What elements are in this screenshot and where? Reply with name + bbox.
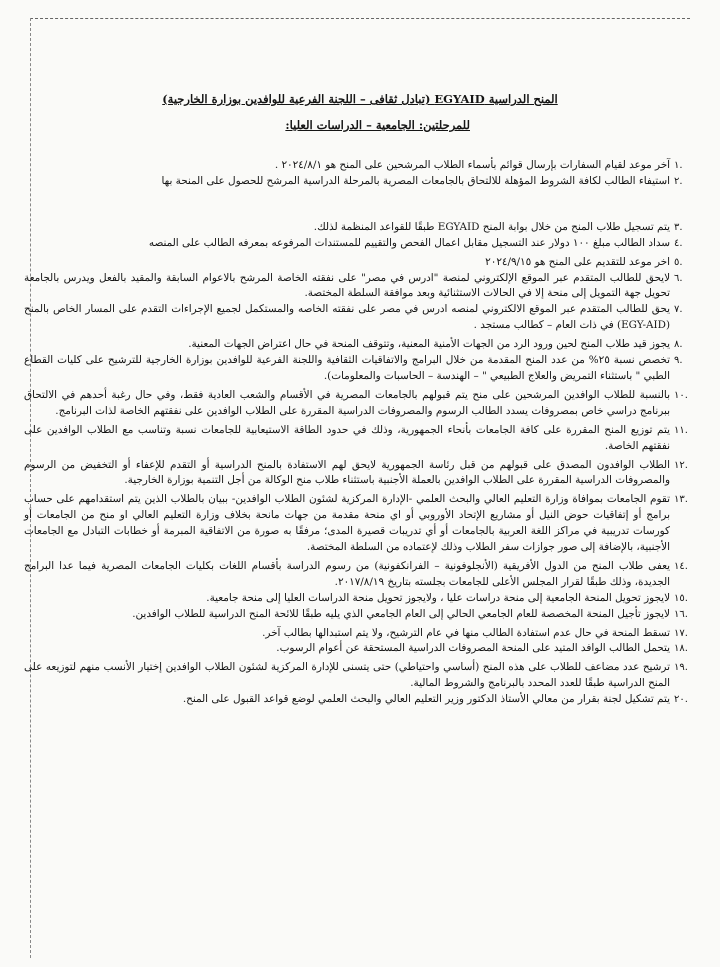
item-text: تسقط المنحة في حال عدم استفادة الطالب منها في عام الترشيح، ولا يتم استبدالها بطالب آخر. (262, 626, 670, 639)
item-number: .٦ (674, 272, 683, 284)
list-item (24, 458, 696, 490)
list-item (24, 660, 696, 692)
list-item (24, 492, 696, 556)
item-text: ترشيح عدد مضاعف للطلاب على هذه المنح (أساسي واحتياطي) حتى يتسنى للإدارة المركزية لشئون الطلاب الوافدين إختيار الأنسب منهم لتوزيعه على المنح الدراسية طبقًا للعدد المحدد بالبرنامج والشروط المالية. (24, 661, 670, 690)
list-item (24, 158, 696, 174)
top-dashed-rule (30, 18, 690, 19)
list-item (24, 559, 696, 591)
item-text: يتم تسجيل طلاب المنح من خلال بوابة المنح EGYAID طبقًا للقواعد المنظمة لذلك. (313, 220, 670, 233)
item-text: يعفى طلاب المنح من الدول الأفريقية (الأنجلوفونية – الفرانكفونية) من رسوم الدراسة بأقسام اللغات بكليات الجامعات المصرية فيما عدا البرامج الجديدة، وذلك طبقًا لقرار المجلس الأعلى للجامعات بجلسته بتاريخ ٢٠١٧/٨/١٩. (24, 559, 670, 588)
item-text: يتحمل الطالب الوافد المتيد على المنحة المصروفات الدراسية المستحقة عن أعوام الرسوب. (276, 642, 670, 655)
list-item (24, 302, 696, 334)
item-number: .١٣ (674, 494, 688, 506)
item-number: .٣ (674, 221, 683, 233)
list-item (24, 271, 696, 303)
list-item (24, 626, 696, 642)
item-text: اخر موعد للتقديم على المنح هو ٢٠٢٤/٩/١٥ (485, 255, 670, 268)
item-number: .١٧ (674, 627, 688, 639)
item-text: بالنسبة للطلاب الوافدين المرشحين على منح يتم قبولهم بالجامعات المصرية في الأقسام والشعب العادية فقط، وفي حال رغبة أحدهم في الالتحاق ببرنامج دراسي خاص بمصروفات يسدد الطالب الرسوم والمصروفات الدراسية المقررة على الطلاب الوافدين على نفقتهم الخاصة لذات البرنامج. (24, 388, 670, 417)
list-item (24, 388, 696, 420)
item-text: سداد الطالب مبلغ ١٠٠ دولار عند التسجيل مقابل اعمال الفحص والتقييم للمستندات المرفوعه بمعرفه الطالب على المنصه (148, 236, 670, 249)
item-text: يتم توزيع المنح المقررة على كافة الجامعات بأنحاء الجمهورية، وذلك في حدود الطاقة الاستيعابية للجامعات نسبة وتناسب مع الطلاب الوافدين على نفقتهم الخاصة. (24, 423, 670, 452)
list-item (24, 423, 696, 455)
item-number: .١٥ (674, 592, 688, 604)
item-text: آخر موعد لقيام السفارات بإرسال قوائم بأسماء الطلاب المرشحين على المنح هو ٢٠٢٤/٨/١ . (274, 159, 670, 171)
item-number: .٤ (674, 237, 683, 249)
item-text: تخصص نسبة ٢٥% من عدد المنح المقدمة من خلال البرامج والاتفاقيات الثقافية واللجنة الفرعية للوافدين بوزارة الخارجية للترشيح على كليات القطاع الطبي " باستثناء التمريض والعلاج الطبيعي " – الهندسة – الحاسبات والمعلومات). (24, 354, 670, 382)
list-item (24, 591, 696, 607)
list-item (24, 607, 696, 623)
item-number: .٢ (674, 175, 683, 187)
item-number: .١٠ (674, 389, 688, 401)
item-text: لايحق للطالب المتقدم عبر الموقع الإلكتروني لمنصة "ادرس في مصر" على نفقته الخاصة المرشح بالاعوام السابقة والمقيد بالفعل ويدرس بالجامعة تحويل جهة التمويل إلى منحة إلا في الحالات الاستثنائية وبعد موافقة السلطة المختصة. (24, 271, 670, 300)
item-text: تقوم الجامعات بموافاة وزارة التعليم العالي والبحث العلمي -الإدارة المركزية لشئون الطلاب الوافدين- ببيان بالطلاب الذين يتم استقدامهم على حساب برامج أو إتفاقيات حوض النيل أو مشاريع الإتحاد الأوروبي أو اي منحة مقدمة من جهات مانحة بخلاف وزارة التعليم العالي او منح من الجامعات أو كورسات تدريبية في مراكز اللغة العربية بالجامعات أو أي تدريبات قصيرة المدى؛ مرفقًا به صورة من الاتفاقية المبرمة أو خطابات التبادل مع الجامعات الأجنبية، بالإضافة إلى صور جوازات سفر الطلاب وذلك لإعتماده من السلطة المختصة. (24, 493, 670, 554)
item-number: .٥ (674, 256, 683, 268)
list-item (24, 236, 696, 252)
list-item (24, 174, 696, 190)
item-number: .١ (674, 160, 683, 171)
list-item (24, 641, 696, 657)
list-item (24, 220, 696, 236)
item-number: .١٤ (674, 560, 688, 572)
list-item (24, 255, 696, 271)
item-text: لايجوز تحويل المنحة الجامعية إلى منحة دراسات عليا ، ولايجوز تحويل منحة الدراسات العليا إلى منحة جامعية. (206, 591, 670, 604)
item-number: .٩ (674, 355, 683, 367)
list-item (24, 337, 696, 353)
item-number: .١١ (674, 424, 688, 436)
document-title: المنح الدراسية EGYAID (تبادل ثقافى – اللجنة الفرعية للوافدين بوزارة الخارجية) (162, 92, 558, 106)
item-number: .٢٠ (674, 694, 688, 706)
list-item (24, 692, 696, 708)
item-text: الطلاب الوافدون المصدق على قبولهم من قبل رئاسة الجمهورية لايحق لهم الاستفادة بالمنح الدراسية أو التقدم للإعفاء أو التخفيض من الرسوم والمصروفات الدراسية المقررة على الطلاب الوافدين بالعملة الأجنبية باستثناء طلاب منح الوكالة من أجل التنمية بوزارة الخارجية. (24, 458, 670, 487)
item-number: .١٩ (674, 662, 688, 674)
list-item (24, 353, 696, 385)
item-number: .١٨ (674, 643, 688, 655)
item-text: استيفاء الطالب لكافة الشروط المؤهلة للالتحاق بالجامعات المصرية بالمرحلة الدراسية المرشح للحصول على المنحة بها (161, 174, 670, 187)
item-number: .٧ (674, 304, 683, 316)
document-subtitle: للمرحلتين: الجامعية – الدراسات العليا: (285, 118, 470, 132)
item-text: يتم تشكيل لجنة بقرار من معالي الأستاذ الدكتور وزير التعليم العالي والبحث العلمي لوضع قواعد القبول على المنح. (182, 693, 670, 706)
item-text: يحق للطالب المتقدم عبر الموقع الالكتروني لمنصه ادرس في مصر على نفقته الخاصه والمستكمل لجميع الإجراءات التقدم على المسار الخاص بالمنح (EGY-AID) في ذات العام – كطالب مستجد . (24, 303, 670, 332)
item-number: .٨ (674, 339, 683, 351)
item-text: لايجوز تأجيل المنحة المخصصة للعام الجامعي الحالي إلى العام الجامعي الذي يليه طبقًا للائحة المنح الدراسية للطلاب الوافدين. (132, 607, 670, 620)
conditions-list (24, 158, 696, 708)
item-number: .١٦ (674, 608, 688, 620)
item-text: يجوز قيد طلاب المنح لحين ورود الرد من الجهات الأمنية المعنية، وتتوقف المنحة في حال اعتراض الجهات المعنية. (188, 338, 670, 351)
item-number: .١٢ (674, 459, 688, 471)
